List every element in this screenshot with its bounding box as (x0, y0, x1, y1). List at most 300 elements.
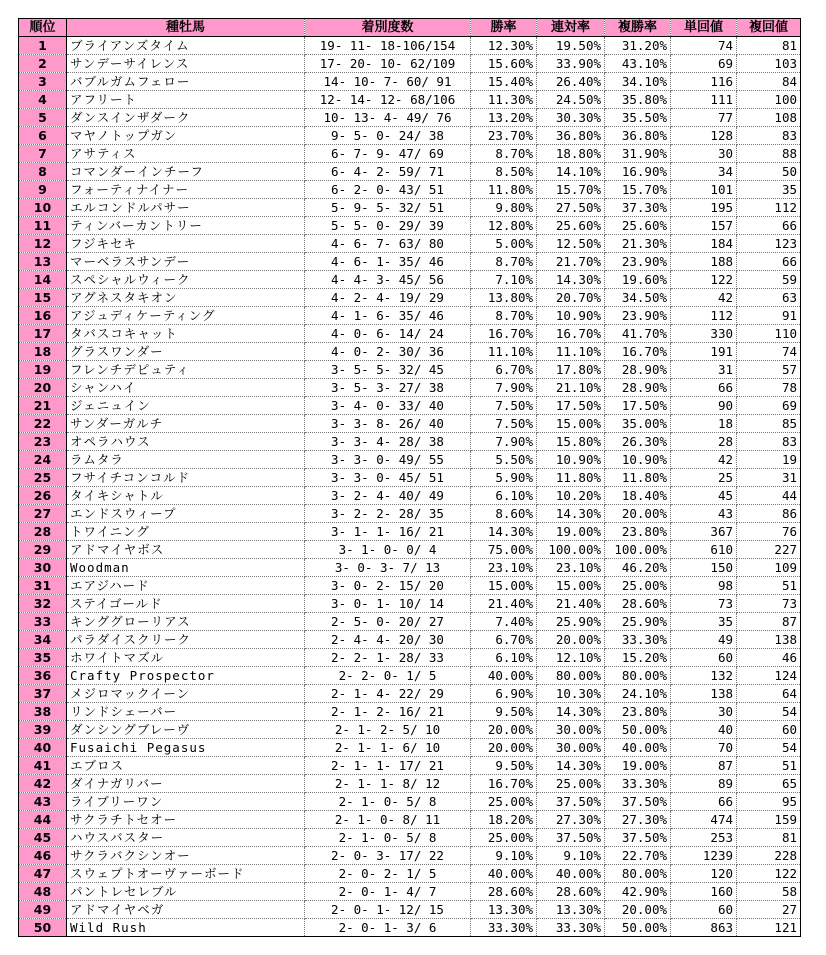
place-return-cell: 74 (737, 343, 801, 361)
win-rate-cell: 9.80% (471, 199, 537, 217)
win-rate-cell: 5.50% (471, 451, 537, 469)
sire-cell: パントレセレブル (67, 883, 305, 901)
rank-cell: 12 (19, 235, 67, 253)
top3-rate-cell: 46.20% (605, 559, 671, 577)
sire-cell: アドマイヤボス (67, 541, 305, 559)
sire-cell: エブロス (67, 757, 305, 775)
place-return-cell: 60 (737, 721, 801, 739)
top3-rate-cell: 27.30% (605, 811, 671, 829)
record-cell: 9- 5- 0- 24/ 38 (305, 127, 471, 145)
rank-cell: 36 (19, 667, 67, 685)
top3-rate-cell: 23.80% (605, 703, 671, 721)
win-rate-cell: 13.20% (471, 109, 537, 127)
record-cell: 2- 1- 2- 5/ 10 (305, 721, 471, 739)
record-cell: 14- 10- 7- 60/ 91 (305, 73, 471, 91)
place-return-cell: 159 (737, 811, 801, 829)
record-cell: 3- 5- 5- 32/ 45 (305, 361, 471, 379)
win-rate-cell: 8.60% (471, 505, 537, 523)
record-cell: 2- 0- 1- 12/ 15 (305, 901, 471, 919)
record-cell: 2- 0- 2- 1/ 5 (305, 865, 471, 883)
record-cell: 3- 2- 2- 28/ 35 (305, 505, 471, 523)
win-rate-cell: 5.90% (471, 469, 537, 487)
sire-cell: サンダーガルチ (67, 415, 305, 433)
win-rate-cell: 7.90% (471, 379, 537, 397)
rank-cell: 44 (19, 811, 67, 829)
table-row (19, 73, 801, 91)
table-row (19, 451, 801, 469)
top3-rate-cell: 19.60% (605, 271, 671, 289)
win-return-cell: 610 (671, 541, 737, 559)
place-return-cell: 50 (737, 163, 801, 181)
table-row (19, 199, 801, 217)
win-return-cell: 150 (671, 559, 737, 577)
top3-rate-cell: 11.80% (605, 469, 671, 487)
top2-rate-cell: 11.10% (537, 343, 605, 361)
top3-rate-cell: 40.00% (605, 739, 671, 757)
rank-cell: 6 (19, 127, 67, 145)
record-cell: 3- 3- 4- 28/ 38 (305, 433, 471, 451)
rank-cell: 26 (19, 487, 67, 505)
top3-rate-cell: 34.50% (605, 289, 671, 307)
record-cell: 3- 0- 2- 15/ 20 (305, 577, 471, 595)
table-row (19, 307, 801, 325)
top3-rate-cell: 16.70% (605, 343, 671, 361)
sire-cell: ダイナガリバー (67, 775, 305, 793)
win-return-cell: 35 (671, 613, 737, 631)
rank-cell: 7 (19, 145, 67, 163)
record-cell: 2- 4- 4- 20/ 30 (305, 631, 471, 649)
top2-rate-cell: 14.30% (537, 757, 605, 775)
top3-rate-cell: 28.90% (605, 379, 671, 397)
table-row (19, 397, 801, 415)
table-row (19, 487, 801, 505)
place-return-cell: 59 (737, 271, 801, 289)
win-rate-cell: 16.70% (471, 325, 537, 343)
header-top3-rate: 複勝率 (605, 19, 671, 37)
sire-cell: アフリート (67, 91, 305, 109)
table-row (19, 577, 801, 595)
rank-cell: 23 (19, 433, 67, 451)
top2-rate-cell: 21.70% (537, 253, 605, 271)
win-return-cell: 90 (671, 397, 737, 415)
place-return-cell: 86 (737, 505, 801, 523)
sire-cell: エアジハード (67, 577, 305, 595)
top2-rate-cell: 19.50% (537, 37, 605, 55)
top2-rate-cell: 10.90% (537, 307, 605, 325)
table-row (19, 703, 801, 721)
top3-rate-cell: 33.30% (605, 631, 671, 649)
top2-rate-cell: 10.30% (537, 685, 605, 703)
record-cell: 2- 2- 0- 1/ 5 (305, 667, 471, 685)
win-return-cell: 60 (671, 649, 737, 667)
sire-cell: キンググローリアス (67, 613, 305, 631)
top2-rate-cell: 28.60% (537, 883, 605, 901)
table-body (19, 37, 801, 937)
win-return-cell: 45 (671, 487, 737, 505)
win-return-cell: 122 (671, 271, 737, 289)
win-rate-cell: 9.50% (471, 757, 537, 775)
sire-cell: アジュディケーティング (67, 307, 305, 325)
top2-rate-cell: 14.30% (537, 271, 605, 289)
win-rate-cell: 11.10% (471, 343, 537, 361)
sire-cell: サクラバクシンオー (67, 847, 305, 865)
record-cell: 12- 14- 12- 68/106 (305, 91, 471, 109)
top2-rate-cell: 27.30% (537, 811, 605, 829)
record-cell: 2- 1- 1- 8/ 12 (305, 775, 471, 793)
sire-cell: ジェニュイン (67, 397, 305, 415)
win-rate-cell: 6.70% (471, 361, 537, 379)
place-return-cell: 100 (737, 91, 801, 109)
top2-rate-cell: 11.80% (537, 469, 605, 487)
win-return-cell: 157 (671, 217, 737, 235)
top3-rate-cell: 26.30% (605, 433, 671, 451)
place-return-cell: 31 (737, 469, 801, 487)
sire-cell: ダンスインザダーク (67, 109, 305, 127)
win-return-cell: 74 (671, 37, 737, 55)
record-cell: 4- 0- 6- 14/ 24 (305, 325, 471, 343)
top3-rate-cell: 41.70% (605, 325, 671, 343)
table-row (19, 469, 801, 487)
record-cell: 4- 6- 1- 35/ 46 (305, 253, 471, 271)
place-return-cell: 63 (737, 289, 801, 307)
table-row (19, 289, 801, 307)
place-return-cell: 69 (737, 397, 801, 415)
table-row (19, 361, 801, 379)
record-cell: 3- 1- 1- 16/ 21 (305, 523, 471, 541)
place-return-cell: 83 (737, 127, 801, 145)
record-cell: 19- 11- 18-106/154 (305, 37, 471, 55)
top2-rate-cell: 21.10% (537, 379, 605, 397)
sire-cell: Woodman (67, 559, 305, 577)
record-cell: 2- 5- 0- 20/ 27 (305, 613, 471, 631)
table-row (19, 37, 801, 55)
table-row (19, 325, 801, 343)
place-return-cell: 227 (737, 541, 801, 559)
top3-rate-cell: 22.70% (605, 847, 671, 865)
table-row (19, 523, 801, 541)
rank-cell: 39 (19, 721, 67, 739)
sire-cell: Fusaichi Pegasus (67, 739, 305, 757)
top3-rate-cell: 37.30% (605, 199, 671, 217)
rank-cell: 47 (19, 865, 67, 883)
record-cell: 2- 0- 1- 4/ 7 (305, 883, 471, 901)
top2-rate-cell: 25.00% (537, 775, 605, 793)
record-cell: 6- 4- 2- 59/ 71 (305, 163, 471, 181)
win-rate-cell: 8.70% (471, 253, 537, 271)
header-sire: 種牡馬 (67, 19, 305, 37)
header-top2-rate: 連対率 (537, 19, 605, 37)
top3-rate-cell: 23.90% (605, 307, 671, 325)
place-return-cell: 54 (737, 739, 801, 757)
rank-cell: 38 (19, 703, 67, 721)
win-rate-cell: 12.30% (471, 37, 537, 55)
top2-rate-cell: 25.90% (537, 613, 605, 631)
rank-cell: 10 (19, 199, 67, 217)
rank-cell: 33 (19, 613, 67, 631)
win-return-cell: 191 (671, 343, 737, 361)
win-return-cell: 31 (671, 361, 737, 379)
rank-cell: 22 (19, 415, 67, 433)
table-row (19, 379, 801, 397)
place-return-cell: 58 (737, 883, 801, 901)
table-row (19, 127, 801, 145)
top2-rate-cell: 40.00% (537, 865, 605, 883)
record-cell: 3- 0- 3- 7/ 13 (305, 559, 471, 577)
sire-cell: サクラチトセオー (67, 811, 305, 829)
place-return-cell: 95 (737, 793, 801, 811)
header-row (19, 19, 801, 37)
win-return-cell: 34 (671, 163, 737, 181)
win-return-cell: 69 (671, 55, 737, 73)
sire-cell: アドマイヤベガ (67, 901, 305, 919)
table-row (19, 433, 801, 451)
win-return-cell: 30 (671, 145, 737, 163)
sire-cell: スウェプトオーヴァーボード (67, 865, 305, 883)
place-return-cell: 81 (737, 37, 801, 55)
sire-cell: ティンバーカントリー (67, 217, 305, 235)
top3-rate-cell: 31.20% (605, 37, 671, 55)
sire-cell: グラスワンダー (67, 343, 305, 361)
win-rate-cell: 16.70% (471, 775, 537, 793)
win-rate-cell: 11.30% (471, 91, 537, 109)
sire-cell: マーベラスサンデー (67, 253, 305, 271)
table-row (19, 109, 801, 127)
top3-rate-cell: 37.50% (605, 829, 671, 847)
top3-rate-cell: 18.40% (605, 487, 671, 505)
record-cell: 3- 5- 3- 27/ 38 (305, 379, 471, 397)
top3-rate-cell: 21.30% (605, 235, 671, 253)
sire-cell: メジロマックイーン (67, 685, 305, 703)
place-return-cell: 78 (737, 379, 801, 397)
top3-rate-cell: 50.00% (605, 721, 671, 739)
place-return-cell: 84 (737, 73, 801, 91)
top2-rate-cell: 9.10% (537, 847, 605, 865)
win-rate-cell: 13.30% (471, 901, 537, 919)
top3-rate-cell: 15.20% (605, 649, 671, 667)
record-cell: 3- 1- 0- 0/ 4 (305, 541, 471, 559)
table-row (19, 793, 801, 811)
sire-cell: マヤノトップガン (67, 127, 305, 145)
win-return-cell: 40 (671, 721, 737, 739)
win-rate-cell: 7.10% (471, 271, 537, 289)
win-rate-cell: 7.50% (471, 415, 537, 433)
sire-cell: コマンダーインチーフ (67, 163, 305, 181)
table-row (19, 253, 801, 271)
record-cell: 4- 0- 2- 30/ 36 (305, 343, 471, 361)
win-return-cell: 49 (671, 631, 737, 649)
table-row (19, 55, 801, 73)
place-return-cell: 91 (737, 307, 801, 325)
table-row (19, 847, 801, 865)
top2-rate-cell: 19.00% (537, 523, 605, 541)
win-rate-cell: 8.50% (471, 163, 537, 181)
sire-cell: シャンハイ (67, 379, 305, 397)
sire-cell: フジキセキ (67, 235, 305, 253)
sire-cell: タイキシャトル (67, 487, 305, 505)
header-win-return: 単回値 (671, 19, 737, 37)
top2-rate-cell: 15.80% (537, 433, 605, 451)
win-return-cell: 330 (671, 325, 737, 343)
win-rate-cell: 9.10% (471, 847, 537, 865)
table-row (19, 613, 801, 631)
top2-rate-cell: 20.00% (537, 631, 605, 649)
place-return-cell: 57 (737, 361, 801, 379)
rank-cell: 31 (19, 577, 67, 595)
rank-cell: 9 (19, 181, 67, 199)
header-record: 着別度数 (305, 19, 471, 37)
top3-rate-cell: 20.00% (605, 505, 671, 523)
top3-rate-cell: 15.70% (605, 181, 671, 199)
top2-rate-cell: 25.60% (537, 217, 605, 235)
win-rate-cell: 9.50% (471, 703, 537, 721)
win-rate-cell: 13.80% (471, 289, 537, 307)
win-return-cell: 253 (671, 829, 737, 847)
place-return-cell: 138 (737, 631, 801, 649)
win-return-cell: 138 (671, 685, 737, 703)
record-cell: 5- 9- 5- 32/ 51 (305, 199, 471, 217)
win-return-cell: 863 (671, 919, 737, 937)
top2-rate-cell: 18.80% (537, 145, 605, 163)
rank-cell: 43 (19, 793, 67, 811)
rank-cell: 4 (19, 91, 67, 109)
rank-cell: 2 (19, 55, 67, 73)
top2-rate-cell: 10.90% (537, 451, 605, 469)
table-row (19, 811, 801, 829)
win-return-cell: 367 (671, 523, 737, 541)
place-return-cell: 51 (737, 757, 801, 775)
record-cell: 6- 2- 0- 43/ 51 (305, 181, 471, 199)
top3-rate-cell: 25.90% (605, 613, 671, 631)
top2-rate-cell: 20.70% (537, 289, 605, 307)
place-return-cell: 54 (737, 703, 801, 721)
rank-cell: 14 (19, 271, 67, 289)
top2-rate-cell: 36.80% (537, 127, 605, 145)
win-rate-cell: 20.00% (471, 739, 537, 757)
win-rate-cell: 5.00% (471, 235, 537, 253)
table-row (19, 91, 801, 109)
table-row (19, 649, 801, 667)
rank-cell: 46 (19, 847, 67, 865)
record-cell: 2- 1- 0- 5/ 8 (305, 829, 471, 847)
win-rate-cell: 40.00% (471, 865, 537, 883)
win-return-cell: 160 (671, 883, 737, 901)
place-return-cell: 46 (737, 649, 801, 667)
record-cell: 4- 2- 4- 19/ 29 (305, 289, 471, 307)
win-rate-cell: 8.70% (471, 307, 537, 325)
place-return-cell: 73 (737, 595, 801, 613)
win-rate-cell: 15.40% (471, 73, 537, 91)
table-row (19, 145, 801, 163)
top2-rate-cell: 17.50% (537, 397, 605, 415)
table-row (19, 559, 801, 577)
top2-rate-cell: 37.50% (537, 829, 605, 847)
record-cell: 2- 1- 1- 6/ 10 (305, 739, 471, 757)
win-rate-cell: 15.00% (471, 577, 537, 595)
top2-rate-cell: 100.00% (537, 541, 605, 559)
table-row (19, 775, 801, 793)
place-return-cell: 109 (737, 559, 801, 577)
top2-rate-cell: 16.70% (537, 325, 605, 343)
sire-cell: エルコンドルパサー (67, 199, 305, 217)
top3-rate-cell: 19.00% (605, 757, 671, 775)
top2-rate-cell: 15.70% (537, 181, 605, 199)
place-return-cell: 76 (737, 523, 801, 541)
place-return-cell: 85 (737, 415, 801, 433)
win-return-cell: 28 (671, 433, 737, 451)
sire-cell: ホワイトマズル (67, 649, 305, 667)
table-row (19, 757, 801, 775)
top3-rate-cell: 37.50% (605, 793, 671, 811)
sire-cell: タバスコキャット (67, 325, 305, 343)
place-return-cell: 66 (737, 217, 801, 235)
win-return-cell: 188 (671, 253, 737, 271)
top3-rate-cell: 34.10% (605, 73, 671, 91)
place-return-cell: 44 (737, 487, 801, 505)
record-cell: 5- 5- 0- 29/ 39 (305, 217, 471, 235)
sire-cell: Crafty Prospector (67, 667, 305, 685)
rank-cell: 19 (19, 361, 67, 379)
win-rate-cell: 75.00% (471, 541, 537, 559)
win-return-cell: 66 (671, 793, 737, 811)
rank-cell: 5 (19, 109, 67, 127)
table-row (19, 217, 801, 235)
table-row (19, 721, 801, 739)
win-return-cell: 70 (671, 739, 737, 757)
rank-cell: 24 (19, 451, 67, 469)
rank-cell: 18 (19, 343, 67, 361)
sire-cell: トワイニング (67, 523, 305, 541)
sire-cell: ラムタラ (67, 451, 305, 469)
record-cell: 3- 3- 0- 49/ 55 (305, 451, 471, 469)
record-cell: 4- 1- 6- 35/ 46 (305, 307, 471, 325)
rank-cell: 3 (19, 73, 67, 91)
sire-cell: ライブリーワン (67, 793, 305, 811)
top3-rate-cell: 35.00% (605, 415, 671, 433)
sire-cell: フォーティナイナー (67, 181, 305, 199)
record-cell: 2- 0- 1- 3/ 6 (305, 919, 471, 937)
win-return-cell: 43 (671, 505, 737, 523)
table-row (19, 901, 801, 919)
record-cell: 3- 0- 1- 10/ 14 (305, 595, 471, 613)
win-return-cell: 101 (671, 181, 737, 199)
sire-cell: アグネスタキオン (67, 289, 305, 307)
win-return-cell: 66 (671, 379, 737, 397)
table-row (19, 919, 801, 937)
win-rate-cell: 12.80% (471, 217, 537, 235)
record-cell: 2- 1- 4- 22/ 29 (305, 685, 471, 703)
rank-cell: 17 (19, 325, 67, 343)
record-cell: 3- 3- 8- 26/ 40 (305, 415, 471, 433)
win-return-cell: 132 (671, 667, 737, 685)
place-return-cell: 228 (737, 847, 801, 865)
sire-cell: Wild Rush (67, 919, 305, 937)
top2-rate-cell: 33.30% (537, 919, 605, 937)
rank-cell: 1 (19, 37, 67, 55)
win-return-cell: 120 (671, 865, 737, 883)
rank-cell: 13 (19, 253, 67, 271)
place-return-cell: 103 (737, 55, 801, 73)
win-rate-cell: 28.60% (471, 883, 537, 901)
top2-rate-cell: 33.90% (537, 55, 605, 73)
top3-rate-cell: 16.90% (605, 163, 671, 181)
win-rate-cell: 8.70% (471, 145, 537, 163)
win-return-cell: 89 (671, 775, 737, 793)
win-rate-cell: 25.00% (471, 793, 537, 811)
win-return-cell: 42 (671, 289, 737, 307)
rank-cell: 40 (19, 739, 67, 757)
win-return-cell: 87 (671, 757, 737, 775)
record-cell: 4- 4- 3- 45/ 56 (305, 271, 471, 289)
